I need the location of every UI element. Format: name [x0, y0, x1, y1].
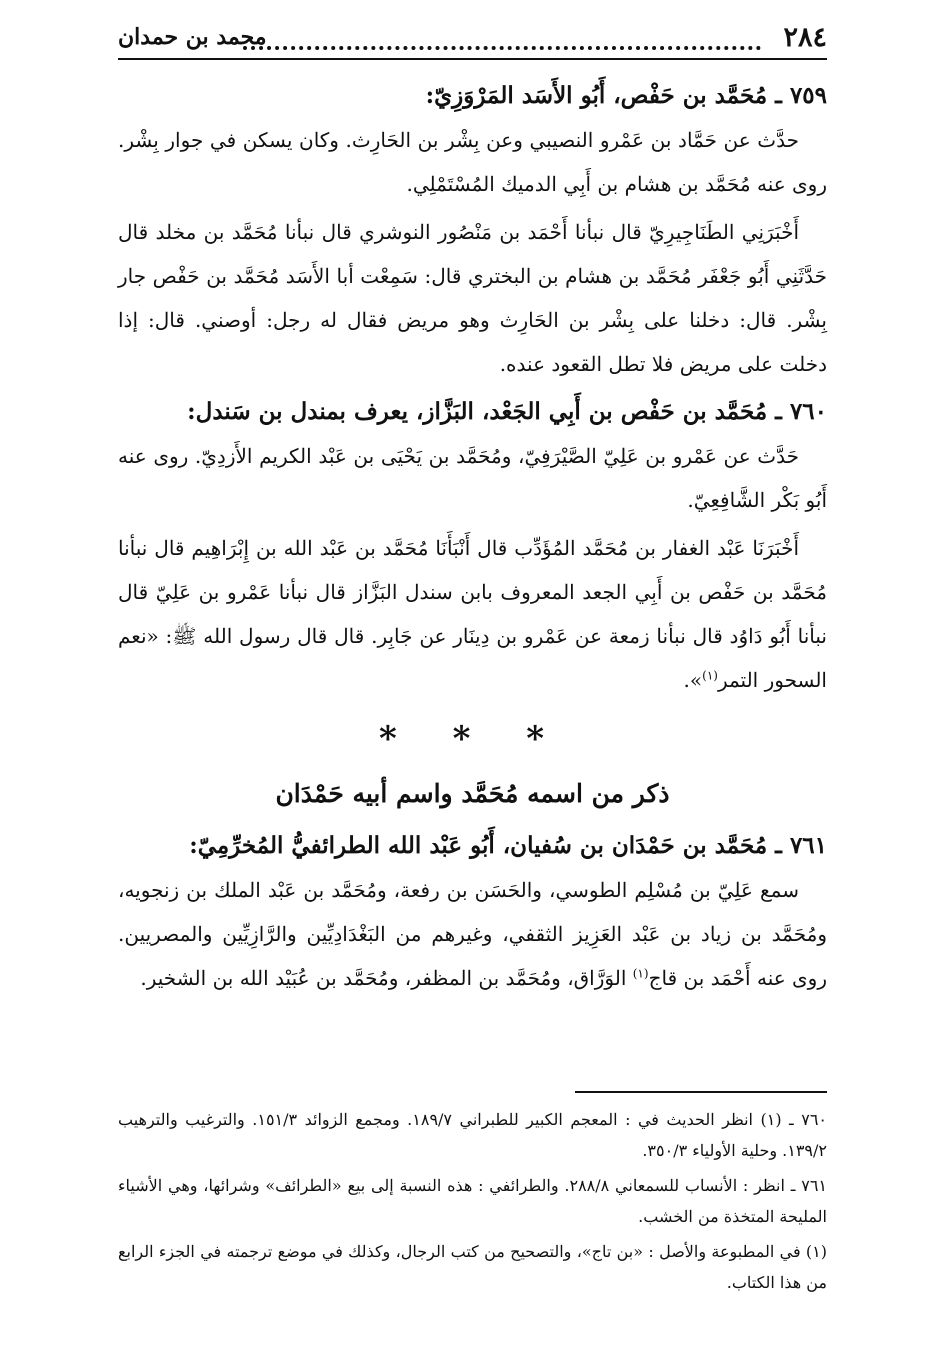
footnote-ref-760: (١)	[702, 668, 718, 683]
entry-761-paragraph-1-text: سمع عَلِيّ بن مُسْلِم الطوسي، والحَسَن بن رفعة، ومُحَمَّد بن عَبْد الملك بن زنجويه، ومُحَمَّد بن زياد بن عَبْد العَزِيز الثقفي، وغيرهم من البَغْدَادِيِّين والرَّازِيِّين والمصريين. روى عنه أَحْمَد بن قاج	[118, 878, 827, 990]
entry-heading-761: ٧٦١ ـ مُحَمَّد بن حَمْدَان بن سُفيان، أَبُو عَبْد الله الطرائفيُّ المُخرِّمِيّ:	[189, 832, 827, 859]
footnote-761-1: (١) في المطبوعة والأصل : «بن تاج»، والتصحيح من كتب الرجال، وكذلك في موضع ترجمته في الجزء الرابع من هذا الكتاب.	[118, 1242, 827, 1292]
section-heading: ذكر من اسمه مُحَمَّد واسم أبيه حَمْدَان	[275, 779, 670, 808]
page-header	[118, 22, 827, 60]
page-number: ٢٨٤	[783, 22, 827, 53]
entry-760-paragraph-2-end: ».	[683, 668, 703, 692]
entry-760-paragraph-1: حَدَّث عن عَمْرو بن عَلِيّ الصَّيْرَفِيّ، ومُحَمَّد بن يَحْيَى بن عَبْد الكريم الأَزدِيّ. روى عنه أَبُو بَكْر الشَّافِعِيّ.	[118, 444, 827, 512]
entry-761-paragraph-1	[118, 868, 827, 1000]
entry-759-paragraph-2: أَخْبَرَنِي الطَنَاجِيرِيّ قال نبأنا أَحْمَد بن مَنْصُور النوشري قال نبأنا مُحَمَّد بن مخلد قال حَدَّثَنِي أَبُو جَعْفَر مُحَمَّد بن هشام بن البختري قال: سَمِعْت أبا الأَسَد مُحَمَّد بن حَفْص جار بِشْر. قال: دخلنا على بِشْر بن الحَارِث وهو مريض فقال له رجل: أوصني. قال: إذا دخلت على مريض فلا تطل القعود عنده.	[118, 220, 827, 376]
entry-heading-759: ٧٥٩ ـ مُحَمَّد بن حَفْص، أَبُو الأَسَد المَرْوَزِيّ:	[425, 82, 827, 109]
entry-heading-760: ٧٦٠ ـ مُحَمَّد بن حَفْص بن أَبِي الجَعْد، البَزَّاز، يعرف بمندل بن سَندل:	[187, 398, 827, 425]
footnote-ref-761: (١)	[632, 966, 649, 981]
entry-760-paragraph-2	[118, 526, 827, 702]
running-title: محمد بن حمدان	[118, 24, 267, 50]
entry-759-paragraph-1: حدَّث عن حَمَّاد بن عَمْرو النصيبي وعن بِشْر بن الحَارِث. وكان يسكن في جوار بِشْر. روى عنه مُحَمَّد بن هشام بن أَبِي الدميك المُسْتَمْلِي.	[118, 128, 827, 196]
section-separator-asterisks: * * *	[378, 719, 566, 759]
footnotes	[118, 1104, 827, 1302]
entry-761-paragraph-1-end: الوَرَّاق، ومُحَمَّد بن المظفر، ومُحَمَّد بن عُبَيْد الله بن الشخير.	[140, 966, 633, 990]
page-body	[118, 74, 827, 1004]
header-dotted-leader	[243, 24, 761, 50]
entry-760-paragraph-2-text: أَخْبَرَنَا عَبْد الغفار بن مُحَمَّد المُؤَدِّب قال أَنْبَأَنَا مُحَمَّد بن عَبْد الله بن إِبْرَاهِيم قال نبأنا مُحَمَّد بن حَفْص بن أَبِي الجعد المعروف بابن سندل البَزَّاز قال نبأنا عَمْرو بن عَلِيّ قال نبأنا أَبُو دَاوُد قال نبأنا زمعة عن عَمْرو بن دِينَار عن جَابِر. قال قال رسول الله ﷺ: «نعم السحور التمر	[118, 536, 827, 692]
footnote-760-1: ٧٦٠ ـ (١) انظر الحديث في : المعجم الكبير للطبراني ١٨٩/٧. ومجمع الزوائد ١٥١/٣. والترغيب والترهيب ١٣٩/٢. وحلية الأولياء ٣٥٠/٣.	[118, 1110, 828, 1160]
footnote-761: ٧٦١ ـ انظر : الأنساب للسمعاني ٢٨٨/٨. والطرائفي : هذه النسبة إلى بيع «الطرائف» وشرائها، وهي الأشياء المليحة المتخذة من الخشب.	[118, 1176, 828, 1226]
footnote-separator-rule	[575, 1091, 827, 1093]
